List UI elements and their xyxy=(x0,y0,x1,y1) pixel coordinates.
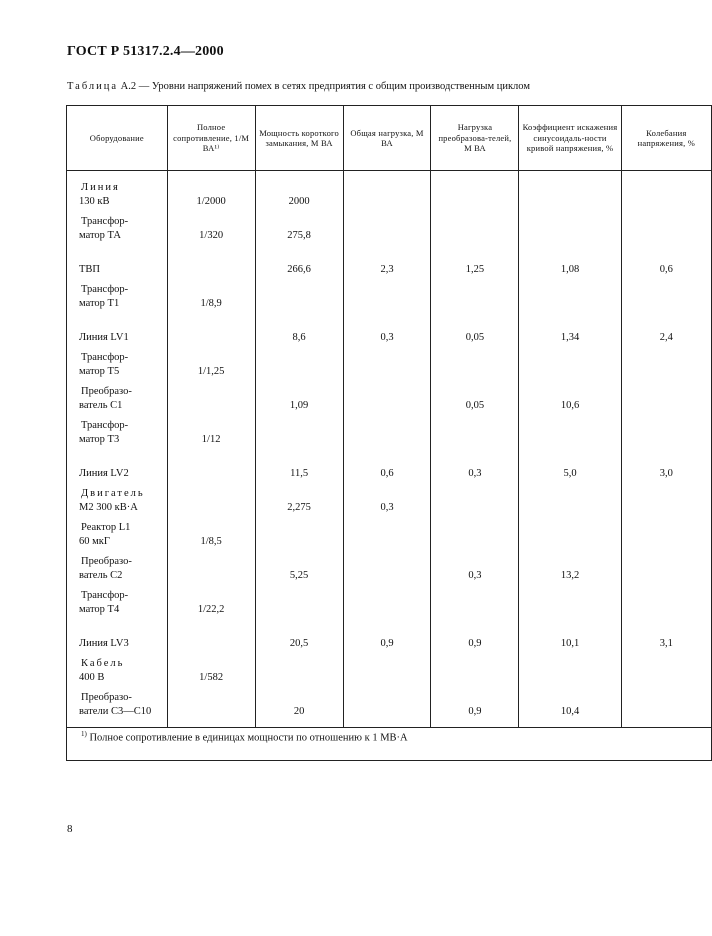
cell-equipment xyxy=(67,517,168,551)
cell-equipment xyxy=(67,313,168,347)
equipment-line-1: Трансфор- xyxy=(81,352,129,363)
cell-thd: 1,08 xyxy=(519,245,621,279)
equipment-line-1: Преобразо- xyxy=(81,556,132,567)
cell-voltage-fluctuation xyxy=(621,211,711,245)
cell-total-load xyxy=(343,551,431,585)
cell-thd xyxy=(519,415,621,449)
cell-voltage-fluctuation xyxy=(621,483,711,517)
cell-converter-load: 0,3 xyxy=(431,449,519,483)
equipment-line-2: матор Т4 xyxy=(79,604,120,615)
cell-converter-load xyxy=(431,279,519,313)
cell-equipment xyxy=(67,687,168,728)
equipment-line-2: ватель С1 xyxy=(79,400,123,411)
equipment-line-1: Трансфор- xyxy=(81,590,129,601)
table-row xyxy=(67,619,712,653)
cell-equipment xyxy=(67,585,168,619)
cell-short-circuit-power xyxy=(255,347,343,381)
equipment-line-2: Линия LV3 xyxy=(79,638,129,649)
cell-total-load xyxy=(343,347,431,381)
cell-thd xyxy=(519,211,621,245)
cell-short-circuit-power xyxy=(255,585,343,619)
cell-voltage-fluctuation xyxy=(621,517,711,551)
cell-short-circuit-power: 11,5 xyxy=(255,449,343,483)
cell-thd: 5,0 xyxy=(519,449,621,483)
cell-equipment xyxy=(67,245,168,279)
cell-equipment xyxy=(67,211,168,245)
equipment-line-2: ватели С3—С10 xyxy=(79,706,152,717)
cell-converter-load xyxy=(431,483,519,517)
page-number: 8 xyxy=(67,823,73,835)
cell-converter-load xyxy=(431,171,519,212)
table-footnote-row xyxy=(67,728,712,761)
table-row xyxy=(67,245,712,279)
cell-total-load: 0,3 xyxy=(343,313,431,347)
table-row xyxy=(67,585,712,619)
cell-thd xyxy=(519,347,621,381)
table-caption-number: А.2 xyxy=(120,81,137,92)
cell-impedance: 1/8,9 xyxy=(167,279,255,313)
table-caption-label: Таблица xyxy=(67,81,119,92)
cell-voltage-fluctuation: 3,0 xyxy=(621,449,711,483)
header-impedance: Полное сопротивление, 1/М ВА¹⁾ xyxy=(167,106,255,171)
equipment-line-1: Трансфор- xyxy=(81,284,129,295)
cell-total-load: 0,3 xyxy=(343,483,431,517)
table-header-row xyxy=(67,106,712,171)
cell-total-load: 0,9 xyxy=(343,619,431,653)
table-caption-text: — Уровни напряжений помех в сетях предприятия с общим производственным циклом xyxy=(136,81,530,92)
table-row xyxy=(67,653,712,687)
cell-converter-load: 0,05 xyxy=(431,313,519,347)
cell-total-load xyxy=(343,381,431,415)
cell-thd: 13,2 xyxy=(519,551,621,585)
cell-total-load: 0,6 xyxy=(343,449,431,483)
cell-total-load xyxy=(343,171,431,212)
cell-equipment xyxy=(67,279,168,313)
cell-voltage-fluctuation xyxy=(621,653,711,687)
equipment-line-1: Кабель xyxy=(81,658,125,669)
cell-impedance: 1/2000 xyxy=(167,171,255,212)
table-row xyxy=(67,211,712,245)
cell-impedance xyxy=(167,483,255,517)
cell-impedance xyxy=(167,245,255,279)
cell-thd: 10,6 xyxy=(519,381,621,415)
cell-short-circuit-power: 5,25 xyxy=(255,551,343,585)
table-row xyxy=(67,279,712,313)
cell-impedance: 1/8,5 xyxy=(167,517,255,551)
table-body xyxy=(67,171,712,728)
cell-voltage-fluctuation xyxy=(621,551,711,585)
cell-converter-load xyxy=(431,517,519,551)
table-row xyxy=(67,381,712,415)
header-short-circuit-power: Мощность короткого замыкания, М ВА xyxy=(255,106,343,171)
equipment-line-1: Трансфор- xyxy=(81,420,129,431)
cell-total-load xyxy=(343,279,431,313)
cell-thd xyxy=(519,653,621,687)
cell-short-circuit-power: 266,6 xyxy=(255,245,343,279)
cell-thd xyxy=(519,171,621,212)
document-code: ГОСТ Р 51317.2.4—2000 xyxy=(67,44,224,59)
cell-impedance xyxy=(167,381,255,415)
table-row xyxy=(67,551,712,585)
cell-impedance: 1/1,25 xyxy=(167,347,255,381)
cell-equipment xyxy=(67,551,168,585)
footnote-mark: 1) xyxy=(81,730,87,738)
footnote-text: Полное сопротивление в единицах мощности по отношению к 1 МВ·А xyxy=(86,732,408,744)
cell-equipment xyxy=(67,619,168,653)
cell-impedance xyxy=(167,619,255,653)
table-row xyxy=(67,687,712,728)
equipment-line-2: ватель С2 xyxy=(79,570,123,581)
header-total-load: Общая нагрузка, М ВА xyxy=(343,106,431,171)
header-converter-load: Нагрузка преобразова-телей, М ВА xyxy=(431,106,519,171)
cell-short-circuit-power: 20 xyxy=(255,687,343,728)
table-row xyxy=(67,517,712,551)
cell-thd: 10,4 xyxy=(519,687,621,728)
cell-impedance xyxy=(167,449,255,483)
cell-equipment xyxy=(67,381,168,415)
equipment-line-2: матор ТА xyxy=(79,230,122,241)
cell-thd: 10,1 xyxy=(519,619,621,653)
cell-total-load xyxy=(343,415,431,449)
cell-thd: 1,34 xyxy=(519,313,621,347)
equipment-line-2: матор Т1 xyxy=(79,298,120,309)
cell-short-circuit-power xyxy=(255,415,343,449)
cell-short-circuit-power: 1,09 xyxy=(255,381,343,415)
table-row xyxy=(67,171,712,212)
cell-voltage-fluctuation xyxy=(621,415,711,449)
cell-voltage-fluctuation xyxy=(621,279,711,313)
cell-total-load: 2,3 xyxy=(343,245,431,279)
table-row xyxy=(67,415,712,449)
cell-equipment xyxy=(67,415,168,449)
table-footnote xyxy=(67,728,712,761)
cell-voltage-fluctuation xyxy=(621,171,711,212)
cell-total-load xyxy=(343,585,431,619)
cell-short-circuit-power: 275,8 xyxy=(255,211,343,245)
cell-voltage-fluctuation xyxy=(621,687,711,728)
equipment-line-2: М2 300 кВ·А xyxy=(79,502,138,513)
cell-converter-load xyxy=(431,415,519,449)
cell-short-circuit-power: 2,275 xyxy=(255,483,343,517)
cell-impedance xyxy=(167,551,255,585)
cell-total-load xyxy=(343,517,431,551)
equipment-line-2: ТВП xyxy=(79,264,100,275)
equipment-line-1: Двигатель xyxy=(81,488,145,499)
header-voltage-fluctuation: Колебания напряжения, % xyxy=(621,106,711,171)
cell-short-circuit-power xyxy=(255,279,343,313)
cell-equipment xyxy=(67,449,168,483)
equipment-line-2: Линия LV1 xyxy=(79,332,129,343)
cell-converter-load xyxy=(431,585,519,619)
cell-short-circuit-power xyxy=(255,517,343,551)
cell-converter-load: 0,05 xyxy=(431,381,519,415)
equipment-line-1: Линия xyxy=(81,182,120,193)
cell-converter-load: 0,9 xyxy=(431,687,519,728)
equipment-line-2: матор Т5 xyxy=(79,366,120,377)
cell-equipment xyxy=(67,483,168,517)
cell-impedance: 1/320 xyxy=(167,211,255,245)
cell-total-load xyxy=(343,211,431,245)
header-thd: Коэффициент искажения синусоидаль-ности кривой напряжения, % xyxy=(519,106,621,171)
cell-equipment xyxy=(67,347,168,381)
cell-converter-load xyxy=(431,653,519,687)
cell-equipment xyxy=(67,653,168,687)
table-row xyxy=(67,313,712,347)
cell-voltage-fluctuation xyxy=(621,381,711,415)
header-equipment: Оборудование xyxy=(67,106,168,171)
cell-total-load xyxy=(343,687,431,728)
cell-voltage-fluctuation: 0,6 xyxy=(621,245,711,279)
cell-thd xyxy=(519,279,621,313)
table-row xyxy=(67,347,712,381)
data-table xyxy=(66,105,712,761)
equipment-line-2: 60 мкГ xyxy=(79,536,110,547)
equipment-line-2: 400 В xyxy=(79,672,105,683)
cell-impedance xyxy=(167,687,255,728)
equipment-line-2: Линия LV2 xyxy=(79,468,129,479)
cell-impedance: 1/12 xyxy=(167,415,255,449)
cell-voltage-fluctuation xyxy=(621,585,711,619)
cell-short-circuit-power xyxy=(255,653,343,687)
cell-short-circuit-power: 2000 xyxy=(255,171,343,212)
table-caption xyxy=(67,81,530,92)
cell-short-circuit-power: 8,6 xyxy=(255,313,343,347)
cell-short-circuit-power: 20,5 xyxy=(255,619,343,653)
cell-impedance: 1/22,2 xyxy=(167,585,255,619)
equipment-line-2: матор Т3 xyxy=(79,434,120,445)
cell-converter-load xyxy=(431,211,519,245)
table-row xyxy=(67,449,712,483)
equipment-line-1: Реактор L1 xyxy=(81,522,131,533)
cell-total-load xyxy=(343,653,431,687)
equipment-line-2: 130 кВ xyxy=(79,196,110,207)
cell-converter-load: 1,25 xyxy=(431,245,519,279)
cell-thd xyxy=(519,517,621,551)
cell-converter-load: 0,9 xyxy=(431,619,519,653)
equipment-line-1: Преобразо- xyxy=(81,692,132,703)
cell-thd xyxy=(519,483,621,517)
cell-converter-load xyxy=(431,347,519,381)
cell-equipment xyxy=(67,171,168,212)
cell-thd xyxy=(519,585,621,619)
cell-voltage-fluctuation: 3,1 xyxy=(621,619,711,653)
equipment-line-1: Преобразо- xyxy=(81,386,132,397)
cell-impedance xyxy=(167,313,255,347)
cell-impedance: 1/582 xyxy=(167,653,255,687)
cell-voltage-fluctuation: 2,4 xyxy=(621,313,711,347)
equipment-line-1: Трансфор- xyxy=(81,216,129,227)
cell-converter-load: 0,3 xyxy=(431,551,519,585)
cell-voltage-fluctuation xyxy=(621,347,711,381)
table-row xyxy=(67,483,712,517)
